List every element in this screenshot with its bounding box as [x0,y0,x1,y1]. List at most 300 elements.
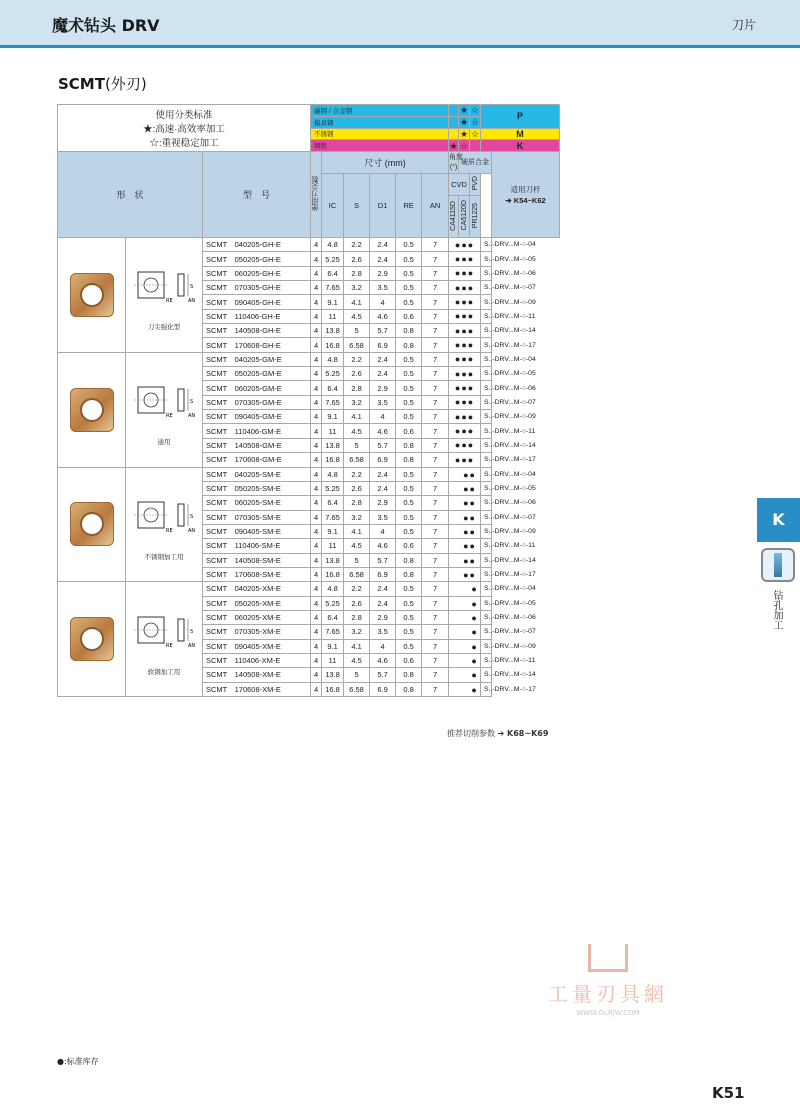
group-caption: 刀尖强化型 [147,324,181,332]
model-cell: SCMT 070305-XM-E [203,625,311,639]
re-cell: 0.5 [396,381,422,395]
insert-diagram [126,238,203,353]
an-cell: 7 [422,453,449,467]
edges-cell: 4 [311,539,322,553]
s-cell: 4.5 [344,309,370,323]
grade-stock-cell: ● [449,610,481,624]
holder-cell: S..-DRV...M-○-17 [481,567,492,581]
group-caption: 通用 [157,439,171,447]
model-cell: SCMT 110406-GH-E [203,309,311,323]
model-cell: SCMT 090405-XM-E [203,639,311,653]
grade-stock-cell: ● [449,653,481,667]
d1-cell: 5.7 [370,438,396,452]
edges-cell: 4 [311,567,322,581]
d1-cell: 2.9 [370,266,396,280]
edges-cell: 4 [311,395,322,409]
grade-stock-cell: ●●● [449,338,481,352]
grade-stock-cell: ●●● [449,324,481,338]
grade-stock-cell: ●● [449,481,481,495]
d1-cell: 6.9 [370,567,396,581]
an-cell: 7 [422,309,449,323]
watermark [538,944,678,1017]
section-code: SCMT [58,75,105,93]
an-cell: 7 [422,266,449,280]
holder-cell: S..-DRV...M-○-07 [481,510,492,524]
header-category: 刀片 [731,18,756,32]
ic-cell: 7.65 [322,510,344,524]
re-cell: 0.8 [396,567,422,581]
ic-cell: 6.4 [322,496,344,510]
ic-cell: 6.4 [322,610,344,624]
an-cell: 7 [422,524,449,538]
insert-photo [58,352,126,467]
mat-star-cell: ☆ [471,117,480,128]
edges-cell: 4 [311,496,322,510]
holder-cell: S..-DRV...M-○-06 [481,381,492,395]
an-cell: 7 [422,625,449,639]
an-cell: 7 [422,324,449,338]
grade-stock-cell: ● [449,668,481,682]
s-cell: 4.1 [344,524,370,538]
d1-cell: 2.4 [370,238,396,252]
re-cell: 0.8 [396,338,422,352]
re-cell: 0.5 [396,524,422,538]
holder-cell: S..-DRV...M-○-11 [481,309,492,323]
mat-star-cell [470,140,481,152]
model-cell: SCMT 110406-GM-E [203,424,311,438]
re-cell: 0.5 [396,625,422,639]
holder-cell: S..-DRV...M-○-06 [481,496,492,510]
edges-cell: 4 [311,281,322,295]
d1-cell: 4.6 [370,309,396,323]
model-cell: SCMT 090405-SM-E [203,524,311,538]
grade-stock-cell: ●●● [449,367,481,381]
svg-text:RE: RE [166,298,173,305]
grade-stock-cell: ●● [449,496,481,510]
edges-cell: 4 [311,553,322,567]
holder-cell: S..-DRV...M-○-05 [481,252,492,266]
insert-photo-icon [70,617,114,661]
an-cell: 7 [422,338,449,352]
d1-header: D1 [370,174,396,238]
re-cell: 0.8 [396,553,422,567]
edges-cell: 4 [311,238,322,252]
ic-cell: 11 [322,424,344,438]
holder-cell: S..-DRV...M-○-14 [481,438,492,452]
insert-diagram [126,582,203,697]
edges-cell: 4 [311,453,322,467]
grade-stock-cell: ●●● [449,381,481,395]
carbide-header: 硬质合金 [459,152,492,174]
ic-cell: 5.25 [322,367,344,381]
grade-stock-cell: ●●● [449,395,481,409]
an-cell: 7 [422,567,449,581]
d1-cell: 2.4 [370,467,396,481]
mat-star-cell [449,116,459,128]
grade-stock-cell: ●●● [449,281,481,295]
insert-photo-icon [70,502,114,546]
holder-cell: S..-DRV...M-○-06 [481,610,492,624]
d1-cell: 4.6 [370,653,396,667]
watermark-url: WWW.GLRJW.COM [576,1009,640,1017]
re-cell: 0.5 [396,238,422,252]
an-cell: 7 [422,238,449,252]
re-cell: 0.8 [396,668,422,682]
holder-cell: S..-DRV...M-○-04 [481,467,492,481]
holder-cell: S..-DRV...M-○-17 [481,338,492,352]
grade-header: PR1225 [470,196,481,238]
insert-diagram [126,467,203,582]
holder-cell: S..-DRV...M-○-17 [481,682,492,696]
holder-cell: S..-DRV...M-○-07 [481,625,492,639]
re-cell: 0.5 [396,481,422,495]
grade-stock-cell: ● [449,682,481,696]
model-cell: SCMT 170608-GM-E [203,453,311,467]
edges-cell: 4 [311,582,322,596]
d1-cell: 4.6 [370,424,396,438]
model-cell: SCMT 170608-XM-E [203,682,311,696]
model-cell: SCMT 140508-GM-E [203,438,311,452]
section-sub: (外刃) [104,75,147,93]
edges-cell: 4 [311,639,322,653]
re-cell: 0.5 [396,610,422,624]
ic-cell: 16.8 [322,338,344,352]
svg-text:S: S [190,628,194,635]
an-cell: 7 [422,438,449,452]
holder-cell: S..-DRV...M-○-11 [481,653,492,667]
insert-photo-icon [70,273,114,317]
ic-cell: 4.8 [322,238,344,252]
svg-text:RE: RE [166,413,173,420]
model-cell: SCMT 060205-SM-E [203,496,311,510]
d1-cell: 4 [370,639,396,653]
svg-text:S: S [190,284,194,291]
s-cell: 4.5 [344,653,370,667]
ic-cell: 13.8 [322,553,344,567]
d1-cell: 3.5 [370,625,396,639]
ic-cell: 5.25 [322,596,344,610]
model-cell: SCMT 140508-SM-E [203,553,311,567]
d1-cell: 2.9 [370,496,396,510]
model-cell: SCMT 050205-XM-E [203,596,311,610]
grade-stock-cell: ● [449,582,481,596]
s-header: S [344,174,370,238]
page-number: K51 [712,1084,745,1102]
d1-cell: 2.4 [370,582,396,596]
ic-cell: 13.8 [322,438,344,452]
mat-star-cell: ★ [460,128,469,139]
s-cell: 2.6 [344,596,370,610]
legend-hollow: ☆:重视稳定加工 [149,138,219,149]
model-cell: SCMT 070305-GH-E [203,281,311,295]
model-cell: SCMT 110406-XM-E [203,653,311,667]
an-cell: 7 [422,610,449,624]
model-cell: SCMT 050205-GM-E [203,367,311,381]
an-cell: 7 [422,510,449,524]
model-cell: SCMT 040205-XM-E [203,582,311,596]
grade-stock-cell: ●●● [449,252,481,266]
grade-stock-cell: ●● [449,539,481,553]
svg-text:AN: AN [188,298,196,305]
s-cell: 3.2 [344,281,370,295]
grade-stock-cell: ●●● [449,453,481,467]
re-cell: 0.8 [396,682,422,696]
d1-cell: 4 [370,410,396,424]
re-cell: 0.8 [396,438,422,452]
section-title [58,73,147,94]
re-cell: 0.5 [396,295,422,309]
re-cell: 0.6 [396,424,422,438]
ic-cell: 9.1 [322,639,344,653]
ic-cell: 7.65 [322,625,344,639]
svg-text:RE: RE [166,642,173,649]
insert-table [57,104,560,697]
an-cell: 7 [422,410,449,424]
edges-cell: 4 [311,610,322,624]
model-cell: SCMT 090405-GM-E [203,410,311,424]
ic-cell: 9.1 [322,295,344,309]
an-cell: 7 [422,653,449,667]
holder-cell: S..-DRV...M-○-04 [481,352,492,366]
holder-cell: S..-DRV...M-○-06 [481,266,492,280]
insert-drawing-icon [126,373,206,433]
material-row: 不锈钢 [311,128,449,140]
grade-stock-cell: ●●● [449,352,481,366]
d1-cell: 2.4 [370,252,396,266]
grade-stock-cell: ●●● [449,309,481,323]
ic-cell: 16.8 [322,453,344,467]
mat-star-cell: ★ [460,117,469,128]
holder-cell: S..-DRV...M-○-14 [481,668,492,682]
re-cell: 0.6 [396,653,422,667]
class-p: P [481,105,560,129]
edges-cell: 4 [311,653,322,667]
grade-stock-cell: ● [449,596,481,610]
s-cell: 5 [344,438,370,452]
model-cell: SCMT 140508-GH-E [203,324,311,338]
edges-cell: 4 [311,338,322,352]
d1-cell: 2.4 [370,481,396,495]
re-cell: 0.5 [396,252,422,266]
grade-stock-cell: ● [449,625,481,639]
recommend-link[interactable]: ➔ K68~K69 [497,729,549,738]
d1-cell: 2.9 [370,610,396,624]
edges-cell: 4 [311,668,322,682]
ic-cell: 5.25 [322,481,344,495]
ic-cell: 11 [322,653,344,667]
legend-title: 使用分类标准 [155,110,213,121]
an-header: AN [422,174,449,238]
ic-cell: 4.8 [322,582,344,596]
s-cell: 3.2 [344,625,370,639]
model-cell: SCMT 050205-GH-E [203,252,311,266]
re-cell: 0.5 [396,266,422,280]
edges-cell: 4 [311,324,322,338]
an-cell: 7 [422,553,449,567]
mat-star-cell [449,128,459,140]
holder-cell: S..-DRV...M-○-05 [481,481,492,495]
model-cell: SCMT 060205-GH-E [203,266,311,280]
s-cell: 2.8 [344,496,370,510]
an-cell: 7 [422,281,449,295]
s-cell: 4.5 [344,424,370,438]
edges-cell: 4 [311,625,322,639]
table-row [58,352,560,366]
holder-cell: S..-DRV...M-○-09 [481,524,492,538]
mat-star-cell [449,105,459,117]
re-cell: 0.6 [396,309,422,323]
s-cell: 5 [344,324,370,338]
grade-stock-cell: ●● [449,467,481,481]
s-cell: 2.2 [344,467,370,481]
grade-stock-cell: ●● [449,567,481,581]
edges-cell: 4 [311,524,322,538]
ic-cell: 9.1 [322,524,344,538]
ic-cell: 11 [322,309,344,323]
mat-star-cell: ☆ [471,128,480,139]
insert-photo [58,467,126,582]
holder-cell: S..-DRV...M-○-14 [481,553,492,567]
re-cell: 0.5 [396,352,422,366]
an-cell: 7 [422,496,449,510]
dims-header: 尺寸 (mm) [322,152,449,174]
grade-stock-cell: ●●● [449,266,481,280]
d1-cell: 4 [370,524,396,538]
edges-cell: 4 [311,682,322,696]
re-cell: 0.5 [396,510,422,524]
model-header: 型 号 [203,152,311,238]
re-cell: 0.8 [396,453,422,467]
model-cell: SCMT 170608-GH-E [203,338,311,352]
re-cell: 0.8 [396,324,422,338]
ic-cell: 5.25 [322,252,344,266]
s-cell: 3.2 [344,395,370,409]
mat-star-cell: ☆ [471,105,480,116]
material-row: 碳钢 / 合金钢 [311,105,449,117]
s-cell: 4.5 [344,539,370,553]
shape-header: 形 状 [58,152,203,238]
ic-cell: 16.8 [322,567,344,581]
an-cell: 7 [422,668,449,682]
grade-stock-cell: ●● [449,553,481,567]
re-cell: 0.5 [396,410,422,424]
d1-cell: 3.5 [370,510,396,524]
re-cell: 0.5 [396,496,422,510]
d1-cell: 4 [370,295,396,309]
s-cell: 6.58 [344,338,370,352]
svg-text:AN: AN [188,527,196,534]
material-row: 模具钢 [311,116,449,128]
s-cell: 2.2 [344,582,370,596]
model-cell: SCMT 090405-GH-E [203,295,311,309]
d1-cell: 5.7 [370,668,396,682]
insert-drawing-icon [126,258,206,318]
an-cell: 7 [422,352,449,366]
ic-cell: 16.8 [322,682,344,696]
class-k: K [481,140,560,152]
holder-cell: S..-DRV...M-○-05 [481,596,492,610]
d1-cell: 2.9 [370,381,396,395]
grade-stock-cell: ●●● [449,424,481,438]
an-cell: 7 [422,467,449,481]
an-cell: 7 [422,395,449,409]
an-cell: 7 [422,252,449,266]
side-tab-k[interactable]: K [757,498,800,542]
re-cell: 0.6 [396,539,422,553]
an-cell: 7 [422,539,449,553]
ic-cell: 6.4 [322,381,344,395]
holder-cell: S..-DRV...M-○-04 [481,582,492,596]
edges-cell: 4 [311,381,322,395]
header-title: 魔术钻头 DRV [52,16,160,35]
svg-text:AN: AN [188,413,196,420]
holder-header: 适用刀杆 ➔ K54~K62 [492,152,560,238]
an-cell: 7 [422,582,449,596]
d1-cell: 6.9 [370,453,396,467]
edges-cell: 4 [311,424,322,438]
re-header: RE [396,174,422,238]
model-cell: SCMT 040205-GH-E [203,238,311,252]
an-cell: 7 [422,596,449,610]
insert-diagram [126,352,203,467]
model-cell: SCMT 170608-SM-E [203,567,311,581]
s-cell: 2.2 [344,352,370,366]
ic-cell: 13.8 [322,668,344,682]
model-cell: SCMT 140508-XM-E [203,668,311,682]
s-cell: 2.6 [344,367,370,381]
re-cell: 0.5 [396,467,422,481]
group-caption: 软钢加工用 [147,668,181,676]
insert-photo [58,238,126,353]
s-cell: 4.1 [344,410,370,424]
cvd-header: CVD [449,174,470,196]
an-cell: 7 [422,481,449,495]
edges-cell: 4 [311,596,322,610]
re-cell: 0.5 [396,596,422,610]
edges-header: 使用刀尖数 [311,152,322,238]
d1-cell: 3.5 [370,395,396,409]
edges-cell: 4 [311,510,322,524]
ic-cell: 4.8 [322,352,344,366]
stock-note: ●:标准库存 [57,1057,99,1066]
ic-header: IC [322,174,344,238]
d1-cell: 2.4 [370,352,396,366]
svg-text:RE: RE [166,527,173,534]
holder-cell: S..-DRV...M-○-11 [481,539,492,553]
re-cell: 0.5 [396,281,422,295]
table-row [58,582,560,596]
holder-cell: S..-DRV...M-○-09 [481,639,492,653]
holder-cell: S..-DRV...M-○-14 [481,324,492,338]
recommend-note: 推荐切削参数 ➔ K68~K69 [447,729,549,738]
grade-stock-cell: ●●● [449,438,481,452]
ic-cell: 11 [322,539,344,553]
model-cell: SCMT 070305-SM-E [203,510,311,524]
edges-cell: 4 [311,309,322,323]
edges-cell: 4 [311,352,322,366]
svg-text:S: S [190,399,194,406]
grade-header: CA5120D [459,196,470,238]
model-cell: SCMT 110406-SM-E [203,539,311,553]
s-cell: 2.8 [344,381,370,395]
s-cell: 5 [344,553,370,567]
d1-cell: 6.9 [370,338,396,352]
material-row: 铸铁 [311,140,449,152]
d1-cell: 5.7 [370,553,396,567]
legend-star: ★:高速·高效率加工 [143,124,225,135]
d1-cell: 6.9 [370,682,396,696]
insert-drawing-icon [126,603,206,663]
